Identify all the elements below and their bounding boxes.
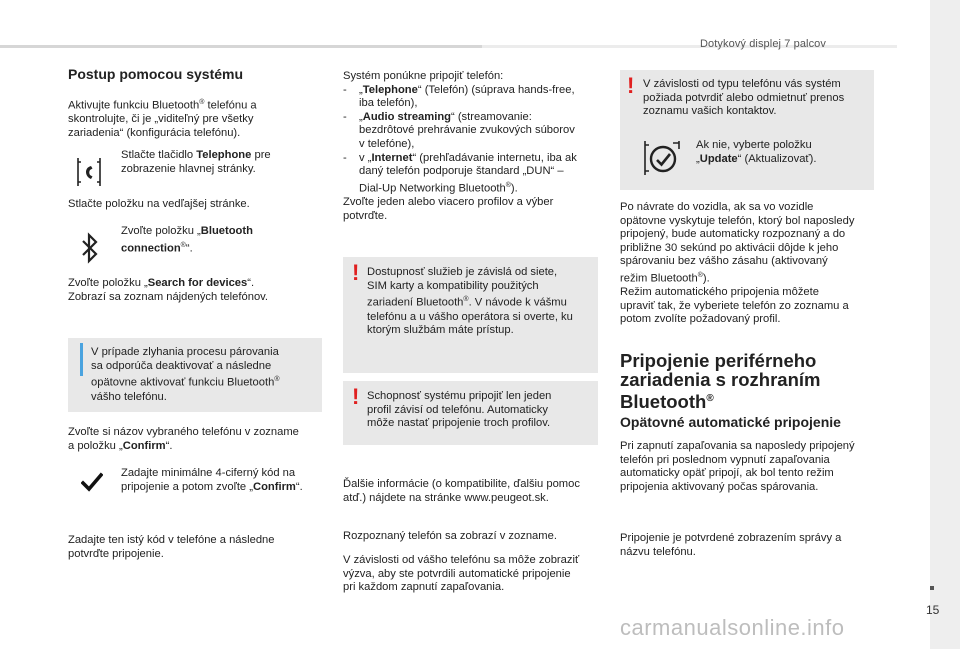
header-rule-light bbox=[482, 45, 897, 48]
chapter-heading: Pripojenie periférneho zariadenia s rozhraním Bluetooth® bbox=[620, 350, 821, 413]
step-select-bluetooth-connection: Zvoľte položku „Bluetooth connection®“. bbox=[121, 225, 253, 255]
page-margin-band bbox=[930, 0, 960, 649]
section-heading: Postup pomocou systému bbox=[68, 66, 244, 82]
page-marker bbox=[930, 586, 934, 590]
paragraph-phone-listed: Rozpoznaný telefón sa zobrazí v zozname. bbox=[343, 530, 557, 542]
paragraph-activate-bluetooth: Aktivujte funkciu Bluetooth® telefónu a skontrolujte, či je „viditeľný pre všetky zariadenia“ (konfigurácia telefónu). bbox=[68, 99, 257, 139]
step-press-telephone: Stlačte tlačidlo Telephone pre zobrazenie hlavnej stránky. bbox=[121, 149, 271, 175]
header-rule bbox=[0, 45, 482, 48]
profiles-list: Systém ponúkne pripojiť telefón: - „Telephone“ (Telefón) (súprava hands-free, iba telefón), - „Audio streaming“ (streamovanie: bezdrôtové prehrávanie zvukových súborov v telefóne), - v „Internet“ (prehľadávanie internetu, iba ak daný telefón podporuje štandard „DUN“ – Dial-Up Networking Bluetooth®). Zvoľte jeden alebo viacero profilov a výber potvrďte. bbox=[343, 70, 577, 222]
warning-icon: ! bbox=[352, 384, 360, 409]
paragraph-press-item: Stlačte položku na vedľajšej stránke. bbox=[68, 198, 250, 210]
warning-contacts-text: V závislosti od typu telefónu vás systém požiada potvrdiť alebo odmietnuť prenos zoznamu vašich kontaktov. bbox=[643, 78, 845, 118]
update-icon bbox=[643, 139, 683, 177]
paragraph-search-devices: Zvoľte položku „Search for devices“. Zobrazí sa zoznam nájdených telefónov. bbox=[68, 277, 269, 303]
checkmark-icon bbox=[81, 472, 103, 492]
paragraph-confirm-on-phone: Zadajte ten istý kód v telefóne a následne potvrďte pripojenie. bbox=[68, 534, 275, 560]
paragraph-more-info: Ďalšie informácie (o kompatibilite, ďalšiu pomoc atď.) nájdete na stránke www.peugeot.sk. bbox=[343, 478, 580, 504]
paragraph-auto-recognition: Po návrate do vozidla, ak sa vo vozidle opätovne vyskytuje telefón, ktorý bol naposledy pripojený, bude automaticky rozpoznaný a do približne 30 sekúnd po aktivácii dôjde k jeho spárovaniu bez vášho zásahu (aktivovaný režim Bluetooth®). Režim automatického pripojenia môžete upraviť tak, že vyberiete telefón zo zoznamu a potom zvolíte požadovaný profil. bbox=[620, 201, 855, 326]
section-heading: Opätovné automatické pripojenie bbox=[620, 414, 841, 430]
paragraph-auto-reconnect: Pri zapnutí zapaľovania sa naposledy pripojený telefón pri poslednom vypnutí zapaľovania automaticky opäť pripojí, ak bol tento režim pripojenia aktivovaný počas spárovania. bbox=[620, 440, 855, 493]
phone-icon bbox=[76, 157, 102, 187]
bluetooth-icon bbox=[80, 232, 100, 264]
step-select-update: Ak nie, vyberte položku „Update“ (Aktualizovať). bbox=[696, 139, 817, 165]
paragraph-auto-connect-prompt: V závislosti od vášho telefónu sa môže zobraziť výzva, aby ste potvrdili automatické pripojenie pri každom zapnutí zapaľovania. bbox=[343, 554, 580, 594]
watermark: carmanualsonline.info bbox=[620, 615, 845, 640]
info-marker bbox=[80, 343, 83, 376]
paragraph-connection-confirmed: Pripojenie je potvrdené zobrazením správy a názvu telefónu. bbox=[620, 532, 842, 558]
warning-services-text: Dostupnosť služieb je závislá od siete, SIM karty a kompatibility použitých zariadení Bluetooth®. V návode k vášmu telefónu a u vášho operátora si overte, ku ktorým službám máte prístup. bbox=[367, 266, 573, 337]
warning-icon: ! bbox=[627, 73, 635, 98]
info-pairing-failure: V prípade zlyhania procesu párovania sa odporúča deaktivovať a následne opätovne aktivovať funkciu Bluetooth® vášho telefónu. bbox=[91, 346, 280, 403]
step-enter-code: Zadajte minimálne 4-ciferný kód na pripojenie a potom zvoľte „Confirm“. bbox=[121, 467, 303, 493]
warning-profiles-text: Schopnosť systému pripojiť len jeden profil závisí od telefónu. Automaticky môže nastať pripojenie troch profilov. bbox=[367, 390, 552, 430]
warning-icon: ! bbox=[352, 260, 360, 285]
paragraph-choose-phone: Zvoľte si názov vybraného telefónu v zozname a položku „Confirm“. bbox=[68, 426, 299, 452]
chapter-title: Dotykový displej 7 palcov bbox=[700, 38, 827, 50]
page-number: 15 bbox=[926, 603, 940, 617]
